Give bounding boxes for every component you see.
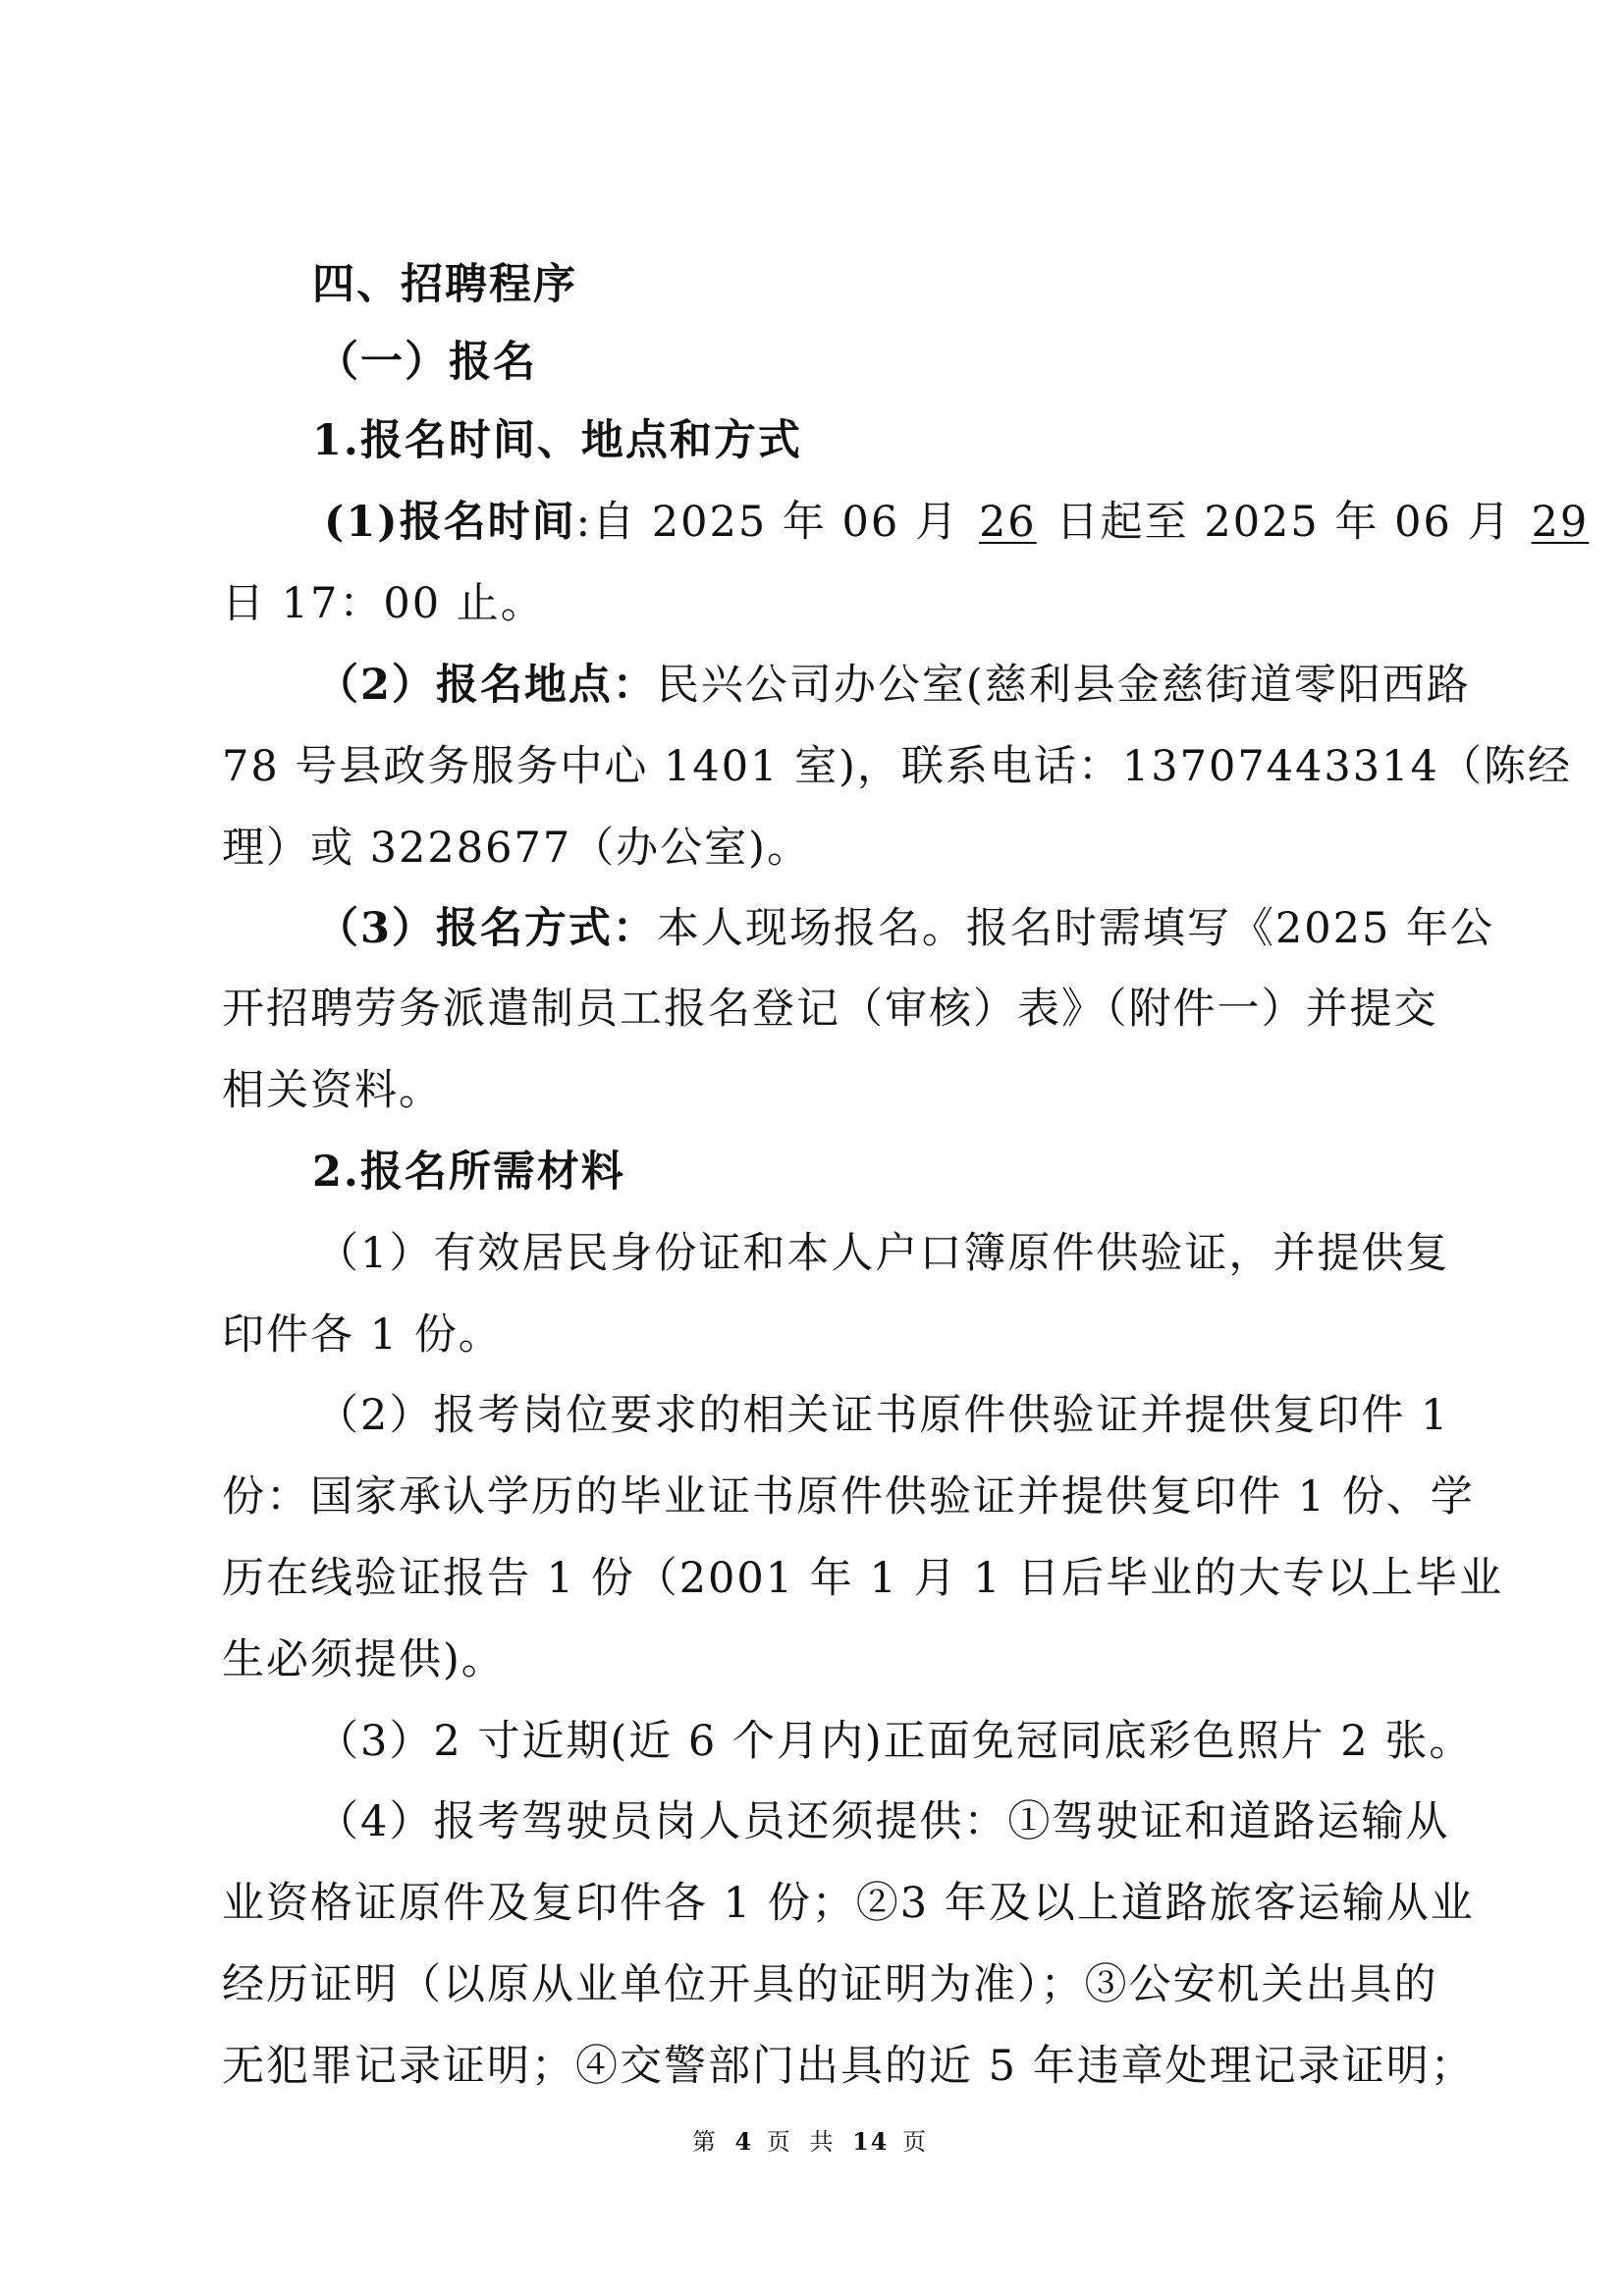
item1-heading: 1.报名时间、地点和方式 (312, 416, 802, 465)
section-heading: 四、招聘程序 (312, 260, 577, 309)
reg-place-line3: 理）或 3228677（办公室)。 (222, 824, 811, 873)
reg-method-label: （3）报名方式 (316, 904, 613, 953)
reg-place-colon: ： (612, 661, 657, 710)
reg-time-text-a: 自 2025 年 06 月 (592, 498, 959, 547)
footer-prefix: 第 (691, 2128, 722, 2156)
subsection-heading: （一）报名 (316, 338, 537, 387)
material-1-line2: 印件各 1 份。 (222, 1310, 503, 1360)
reg-time-colon: : (575, 498, 593, 547)
reg-method-line1 (316, 901, 1494, 956)
reg-place-line2: 78 号县政务服务中心 1401 室)，联系电话：13707443314（陈经 (222, 742, 1572, 791)
material-4-line4: 无犯罪记录证明；④交警部门出具的近 5 年违章处理记录证明； (222, 2042, 1475, 2091)
reg-time-line1 (324, 495, 1589, 550)
material-4-line2: 业资格证原件及复印件各 1 份；②3 年及以上道路旅客运输从业 (222, 1879, 1475, 1928)
footer-suffix: 页 (902, 2128, 933, 2156)
item2-heading: 2.报名所需材料 (312, 1148, 625, 1197)
material-2-line3: 历在线验证报告 1 份（2001 年 1 月 1 日后毕业的大专以上毕业 (222, 1554, 1504, 1603)
footer-total-pages: 14 (852, 2127, 890, 2156)
reg-method-line3: 相关资料。 (222, 1066, 443, 1115)
footer-middle: 页 共 (766, 2128, 839, 2156)
reg-method-colon: ： (612, 904, 657, 953)
reg-time-label: (1)报名时间 (324, 498, 576, 547)
reg-method-line2: 开招聘劳务派遣制员工报名登记（审核）表》（附件一）并提交 (222, 985, 1438, 1034)
material-2-line1: （2）报考岗位要求的相关证书原件供验证并提供复印件 1 (316, 1391, 1450, 1440)
reg-place-label: （2）报名地点 (316, 661, 613, 710)
reg-end-day: 29 (1531, 498, 1590, 547)
reg-place-line1 (316, 658, 1471, 713)
material-2-line4: 生必须提供)。 (222, 1635, 506, 1684)
footer-page-number: 4 (734, 2127, 754, 2156)
reg-method-text: 本人现场报名。报名时需填写《2025 年公 (656, 904, 1495, 953)
page-footer (0, 2122, 1624, 2157)
reg-place-text: 民兴公司办公室(慈利县金慈街道零阳西路 (656, 661, 1471, 710)
reg-time-text-b: 日起至 2025 年 06 月 (1056, 498, 1512, 547)
material-4-line1: （4）报考驾驶员岗人员还须提供：①驾驶证和道路运输从 (316, 1797, 1450, 1846)
reg-start-day: 26 (978, 498, 1037, 547)
material-2-line2: 份：国家承认学历的毕业证书原件供验证并提供复印件 1 份、学 (222, 1472, 1475, 1522)
material-1-line1: （1）有效居民身份证和本人户口簿原件供验证，并提供复 (316, 1229, 1450, 1278)
material-3-line1: （3）2 寸近期(近 6 个月内)正面免冠同底彩色照片 2 张。 (316, 1717, 1474, 1766)
material-4-line3: 经历证明（以原从业单位开具的证明为准）；③公安机关出具的 (222, 1960, 1438, 2009)
reg-time-line2: 日 17：00 止。 (222, 579, 545, 628)
